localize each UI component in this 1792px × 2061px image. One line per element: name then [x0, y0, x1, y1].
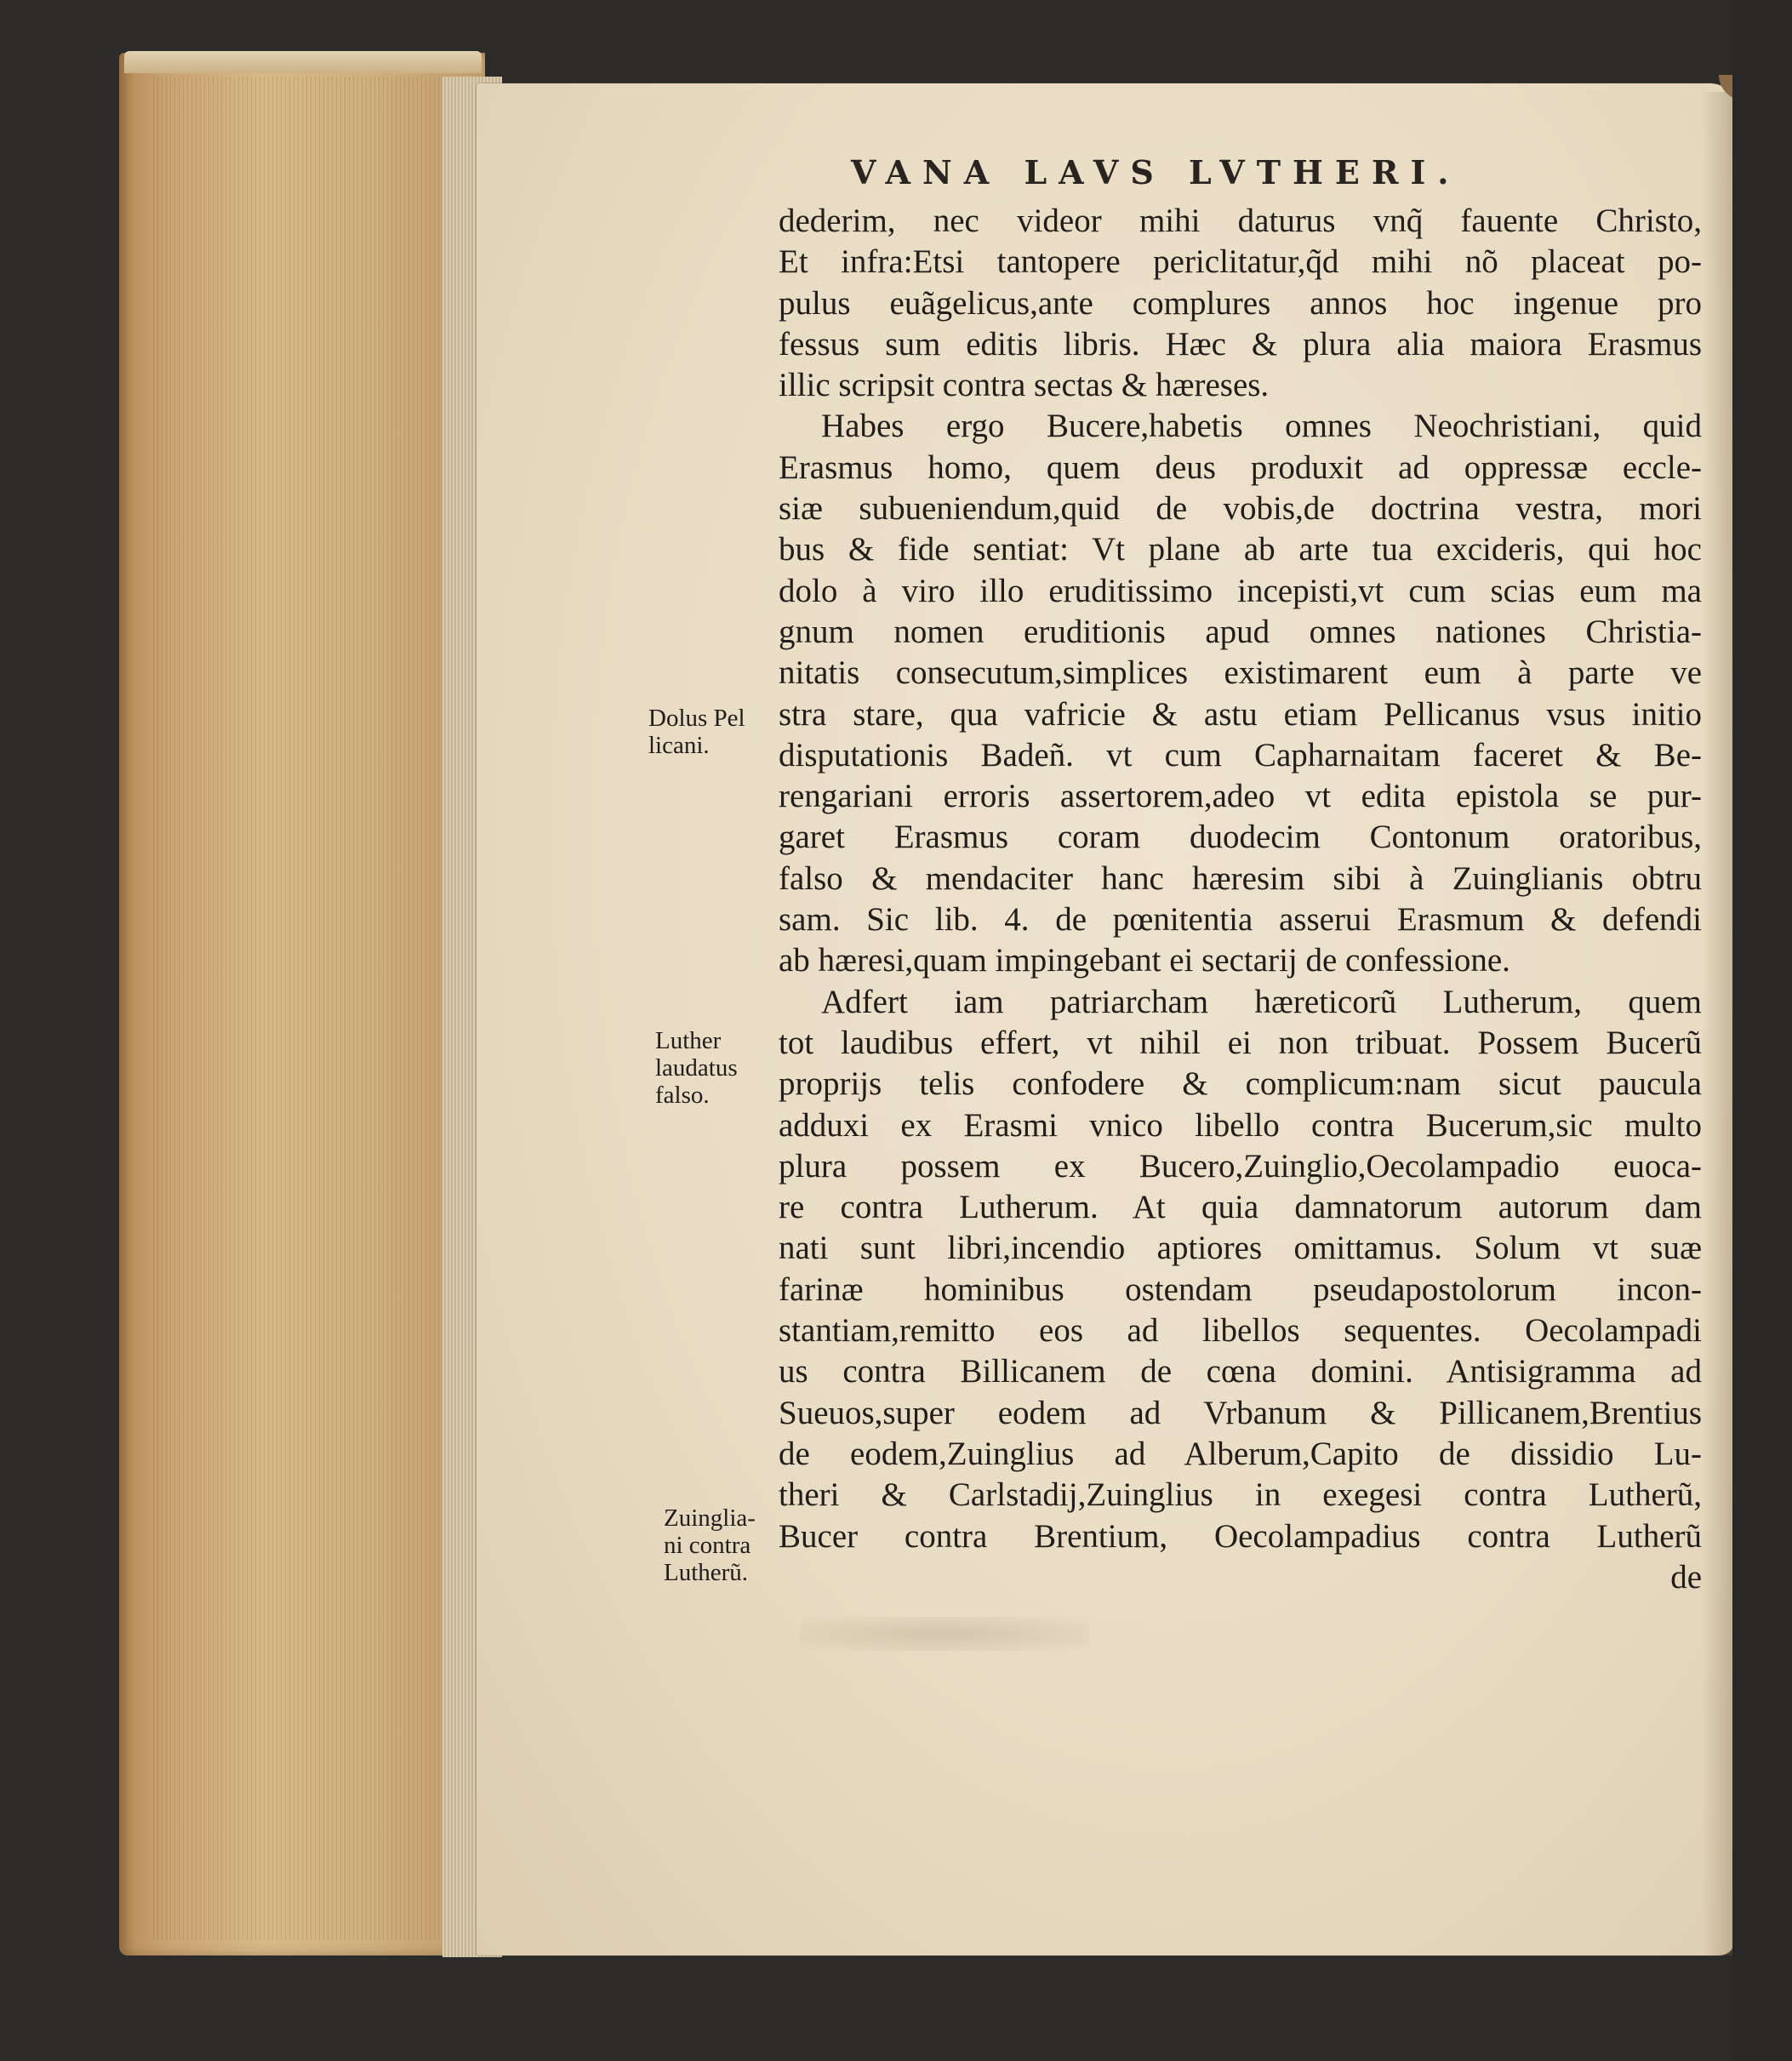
text-line: de eodem,Zuinglius ad Alberum,Capito de dissidio Lu- [779, 1435, 1702, 1472]
text-line: nati sunt libri,incendio aptiores omittamus. Solum vt suæ [779, 1230, 1702, 1267]
text-line: proprijs telis confodere & complicum:nam sicut paucula [779, 1065, 1702, 1103]
text-line: plura possem ex Bucero,Zuinglio,Oecolampadio euoca- [779, 1147, 1702, 1185]
backdrop [1732, 0, 1792, 2061]
text-line: Bucer contra Brentium, Oecolampadius contra Lutherũ [779, 1517, 1702, 1555]
margin-note-line: falso. [655, 1082, 710, 1109]
text-line: re contra Lutherum. At quia damnatorum autorum dam [779, 1189, 1702, 1226]
text-line: ab hæresi,quam impingebant ei sectarij de confessione. [779, 942, 1510, 979]
text-line: stantiam,remitto eos ad libellos sequentes. Oecolampadi [779, 1312, 1702, 1350]
binding-top-edge [124, 51, 482, 73]
margin-note-line: Zuinglia- [664, 1504, 756, 1532]
text-line: illic scripsit contra sectas & hæreses. [779, 367, 1270, 404]
page-edge-texture [153, 77, 477, 1940]
text-line: fessus sum editis libris. Hæc & plura alia maiora Erasmus [779, 325, 1702, 363]
margin-note-line: laudatus [655, 1054, 738, 1082]
text-line: garet Erasmus coram duodecim Contonum oratoribus, [779, 819, 1702, 856]
text-line: stra stare, qua vafricie & astu etiam Pellicanus vsus initio [779, 695, 1702, 733]
text-line: farinæ hominibus ostendam pseudapostolorum incon- [779, 1270, 1702, 1308]
text-line: tot laudibus effert, vt nihil ei non tribuat. Possem Bucerũ [779, 1024, 1702, 1061]
text-line: disputationis Badeñ. vt cum Capharnaitam faceret & Be- [779, 736, 1702, 774]
body-text [779, 201, 1702, 1598]
text-line: theri & Carlstadij,Zuinglius in exegesi contra Lutherũ, [779, 1476, 1702, 1514]
text-line: pulus euãgelicus,ante complures annos hoc ingenue pro [779, 284, 1702, 322]
margin-note-line: Luther [655, 1027, 722, 1054]
ink-show-through [800, 1617, 1089, 1651]
text-line: Adfert iam patriarcham hæreticorũ Lutherum, quem [821, 983, 1702, 1020]
margin-note [648, 705, 745, 759]
margin-note-line: Lutherũ. [664, 1559, 749, 1586]
text-line: sam. Sic lib. 4. de pœnitentia asserui Erasmum & defendi [779, 901, 1702, 939]
text-line: us contra Billicanem de cœna domini. Antisigramma ad [779, 1353, 1702, 1390]
text-line: bus & fide sentiat: Vt plane ab arte tua excideris, qui hoc [779, 531, 1702, 568]
text-line: Habes ergo Bucere,habetis omnes Neochristiani, quid [821, 408, 1702, 445]
text-line: falso & mendaciter hanc hæresim sibi à Zuinglianis obtru [779, 859, 1702, 897]
text-line: dederim, nec videor mihi daturus vnq̃ fauente Christo, [779, 203, 1702, 239]
margin-note [664, 1504, 756, 1586]
page-gutter-shadow [1702, 92, 1736, 1955]
text-line: rengariani erroris assertorem,adeo vt edita epistola se pur- [779, 778, 1702, 815]
text-line: Erasmus homo, quem deus produxit ad oppressæ eccle- [779, 448, 1702, 486]
text-line: Et infra:Etsi tantopere periclitatur,q̃d mihi nõ placeat po- [779, 243, 1702, 281]
text-line: dolo à viro illo eruditissimo incepisti,vt cum scias eum ma [779, 572, 1702, 609]
margin-note [655, 1027, 738, 1109]
text-line: gnum nomen eruditionis apud omnes nationes Christia- [779, 613, 1702, 650]
margin-note-line: Dolus Pel [648, 705, 745, 732]
catchword: de [1670, 1558, 1702, 1596]
text-line: nitatis consecutum,simplices existimarent eum à parte ve [779, 654, 1702, 692]
margin-note-line: licani. [648, 732, 710, 759]
text-line: adduxi ex Erasmi vnico libello contra Bucerum,sic multo [779, 1106, 1702, 1144]
margin-note-line: ni contra [664, 1532, 751, 1559]
running-head: VANA LAVS LVTHERI. [851, 153, 1461, 191]
text-line: Sueuos,super eodem ad Vrbanum & Pillicanem,Brentius [779, 1394, 1702, 1431]
text-line: siæ subueniendum,quid de vobis,de doctrina vestra, mori [779, 490, 1702, 528]
